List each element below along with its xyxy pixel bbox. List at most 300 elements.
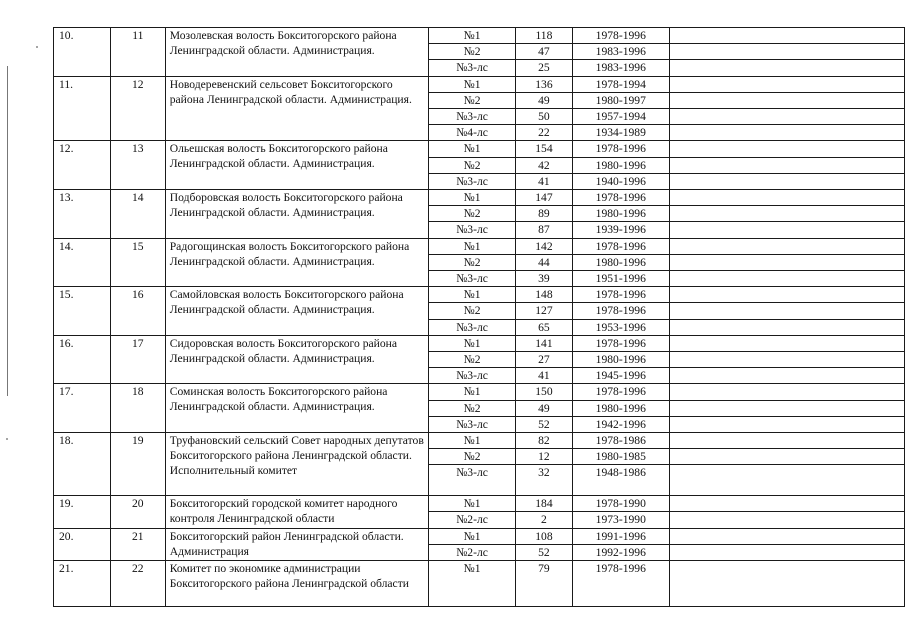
inventory-number-cell: [429, 465, 516, 496]
fund-name-cell-text: Бокситогорский район Ленинградской области. Администрация: [169, 529, 404, 558]
storage-units-cell: [515, 449, 572, 465]
date-range-cell-text: 1945-1996: [595, 369, 646, 383]
notes-cell: [669, 287, 904, 303]
notes-cell: [669, 190, 904, 206]
date-range-cell: [572, 157, 669, 173]
inventory-number-cell: [429, 44, 516, 60]
row-number-cell-text: 15.: [59, 288, 74, 302]
storage-units-cell-text: 108: [535, 529, 553, 543]
notes-cell: [669, 335, 904, 351]
date-range-cell-text: 1939-1996: [595, 223, 646, 237]
inventory-number-cell-text: №3-лс: [456, 223, 488, 237]
date-range-cell-text: 1980-1996: [595, 207, 646, 221]
date-range-cell: [572, 238, 669, 254]
row-number-cell: [54, 28, 111, 77]
inventory-number-cell-text: №4-лс: [456, 126, 488, 140]
notes-cell: [669, 400, 904, 416]
date-range-cell-text: 1978-1990: [595, 497, 646, 511]
storage-units-cell: [515, 303, 572, 319]
storage-units-cell-text: 150: [535, 385, 553, 399]
inventory-number-cell: [429, 60, 516, 76]
date-range-cell: [572, 368, 669, 384]
inventory-number-cell: [429, 433, 516, 449]
date-range-cell: [572, 254, 669, 270]
fund-name-cell-text: Мозолевская волость Бокситогорского района Ленинградской области. Администрация.: [169, 29, 397, 57]
notes-cell: [669, 512, 904, 528]
table-row: [54, 433, 905, 449]
notes-cell: [669, 109, 904, 125]
row-number-cell: [54, 433, 111, 496]
storage-units-cell-text: 52: [538, 417, 550, 431]
storage-units-cell-text: 39: [538, 272, 550, 286]
date-range-cell: [572, 303, 669, 319]
storage-units-cell-text: 49: [538, 401, 550, 415]
date-range-cell: [572, 433, 669, 449]
inventory-number-cell: [429, 544, 516, 560]
storage-units-cell: [515, 125, 572, 141]
date-range-cell-text: 1983-1996: [595, 61, 646, 75]
storage-units-cell: [515, 433, 572, 449]
storage-units-cell-text: 44: [538, 255, 550, 269]
date-range-cell: [572, 560, 669, 606]
date-range-cell: [572, 271, 669, 287]
storage-units-cell: [515, 60, 572, 76]
fund-number-cell-text: 15: [132, 239, 144, 253]
storage-units-cell-text: 49: [538, 93, 550, 107]
inventory-number-cell-text: №1: [463, 434, 481, 448]
date-range-cell-text: 1992-1996: [595, 545, 646, 559]
inventory-number-cell-text: №1: [463, 77, 481, 91]
date-range-cell-text: 1978-1996: [595, 142, 646, 156]
fund-name-cell: [165, 76, 428, 141]
inventory-number-cell: [429, 222, 516, 238]
inventory-number-cell-text: №2: [463, 207, 481, 221]
fund-name-cell-text: Бокситогорский городской комитет народного контроля Ленинградской области: [169, 497, 398, 526]
fund-number-cell: [110, 287, 165, 336]
inventory-number-cell-text: №2: [463, 304, 481, 318]
table-row: [54, 496, 905, 512]
date-range-cell: [572, 496, 669, 512]
inventory-number-cell: [429, 76, 516, 92]
fund-number-cell: [110, 560, 165, 606]
inventory-number-cell-text: №2: [463, 45, 481, 59]
row-number-cell: [54, 238, 111, 287]
date-range-cell-text: 1980-1996: [595, 353, 646, 367]
date-range-cell: [572, 449, 669, 465]
inventory-number-cell-text: №2: [463, 255, 481, 269]
inventory-number-cell: [429, 303, 516, 319]
storage-units-cell: [515, 28, 572, 44]
date-range-cell: [572, 319, 669, 335]
storage-units-cell: [515, 206, 572, 222]
table-row: [54, 76, 905, 92]
storage-units-cell-text: 147: [535, 191, 553, 205]
date-range-cell-text: 1942-1996: [595, 417, 646, 431]
notes-cell: [669, 222, 904, 238]
date-range-cell-text: 1978-1996: [595, 29, 646, 42]
inventory-number-cell-text: №2-лс: [456, 513, 488, 527]
notes-cell: [669, 254, 904, 270]
date-range-cell-text: 1953-1996: [595, 320, 646, 334]
inventory-number-cell-text: №2: [463, 401, 481, 415]
storage-units-cell: [515, 287, 572, 303]
notes-cell: [669, 125, 904, 141]
date-range-cell-text: 1978-1994: [595, 77, 646, 91]
row-number-cell-text: 11.: [59, 77, 74, 91]
notes-cell: [669, 433, 904, 449]
fund-name-cell-text: Подборовская волость Бокситогорского района Ленинградской области. Администрация.: [169, 191, 403, 220]
inventory-number-cell: [429, 528, 516, 544]
row-number-cell: [54, 335, 111, 384]
date-range-cell-text: 1978-1996: [595, 191, 646, 205]
date-range-cell: [572, 206, 669, 222]
margin-mark: [36, 46, 38, 48]
row-number-cell-text: 18.: [59, 434, 74, 448]
fund-number-cell: [110, 76, 165, 141]
date-range-cell-text: 1980-1985: [595, 450, 646, 464]
storage-units-cell-text: 136: [535, 77, 553, 91]
fund-registry-table: [53, 27, 905, 607]
date-range-cell: [572, 125, 669, 141]
fund-name-cell: [165, 496, 428, 528]
date-range-cell-text: 1991-1996: [595, 529, 646, 543]
date-range-cell: [572, 109, 669, 125]
notes-cell: [669, 544, 904, 560]
notes-cell: [669, 271, 904, 287]
storage-units-cell: [515, 76, 572, 92]
storage-units-cell: [515, 496, 572, 512]
date-range-cell: [572, 92, 669, 108]
inventory-number-cell: [429, 28, 516, 44]
inventory-number-cell-text: №3-лс: [456, 174, 488, 188]
fund-number-cell-text: 12: [132, 77, 144, 91]
storage-units-cell: [515, 560, 572, 606]
inventory-number-cell: [429, 206, 516, 222]
table-row: [54, 287, 905, 303]
table-row: [54, 28, 905, 44]
fund-name-cell-text: Труфановский сельский Совет народных депутатов Бокситогорского района Ленинградской области. Исполнительный комитет: [169, 434, 424, 478]
row-number-cell: [54, 76, 111, 141]
date-range-cell: [572, 44, 669, 60]
date-range-cell-text: 1973-1990: [595, 513, 646, 527]
inventory-number-cell: [429, 92, 516, 108]
date-range-cell: [572, 465, 669, 496]
notes-cell: [669, 44, 904, 60]
table-row: [54, 384, 905, 400]
storage-units-cell-text: 2: [541, 513, 547, 527]
date-range-cell: [572, 384, 669, 400]
table-row: [54, 190, 905, 206]
storage-units-cell-text: 27: [538, 353, 550, 367]
row-number-cell-text: 13.: [59, 191, 74, 205]
date-range-cell-text: 1978-1996: [595, 336, 646, 350]
row-number-cell: [54, 384, 111, 433]
inventory-number-cell-text: №1: [463, 288, 481, 302]
notes-cell: [669, 60, 904, 76]
row-number-cell-text: 20.: [59, 529, 74, 543]
row-number-cell: [54, 190, 111, 239]
storage-units-cell: [515, 222, 572, 238]
date-range-cell-text: 1957-1994: [595, 110, 646, 124]
inventory-number-cell: [429, 400, 516, 416]
inventory-number-cell-text: №1: [463, 239, 481, 253]
fund-name-cell: [165, 28, 428, 77]
fund-name-cell-text: Радогощинская волость Бокситогорского района Ленинградской области. Администрация.: [169, 239, 410, 268]
date-range-cell: [572, 528, 669, 544]
storage-units-cell: [515, 400, 572, 416]
notes-cell: [669, 368, 904, 384]
fund-name-cell: [165, 190, 428, 239]
date-range-cell: [572, 222, 669, 238]
notes-cell: [669, 416, 904, 432]
notes-cell: [669, 496, 904, 512]
fund-number-cell: [110, 28, 165, 77]
row-number-cell: [54, 528, 111, 560]
inventory-number-cell-text: №1: [463, 385, 481, 399]
notes-cell: [669, 76, 904, 92]
date-range-cell-text: 1934-1989: [595, 126, 646, 140]
inventory-number-cell-text: №2: [463, 93, 481, 107]
storage-units-cell-text: 65: [538, 320, 550, 334]
storage-units-cell: [515, 190, 572, 206]
inventory-number-cell-text: №3-лс: [456, 466, 488, 480]
notes-cell: [669, 465, 904, 496]
fund-number-cell-text: 19: [132, 434, 144, 448]
fund-number-cell-text: 21: [132, 529, 144, 543]
inventory-number-cell-text: №1: [463, 336, 481, 350]
fund-number-cell: [110, 141, 165, 190]
storage-units-cell: [515, 368, 572, 384]
notes-cell: [669, 384, 904, 400]
storage-units-cell: [515, 335, 572, 351]
inventory-number-cell: [429, 157, 516, 173]
inventory-number-cell-text: №1: [463, 142, 481, 156]
storage-units-cell: [515, 416, 572, 432]
row-number-cell: [54, 496, 111, 528]
notes-cell: [669, 352, 904, 368]
date-range-cell: [572, 352, 669, 368]
date-range-cell: [572, 190, 669, 206]
inventory-number-cell-text: №1: [463, 561, 481, 575]
row-number-cell-text: 12.: [59, 142, 74, 156]
storage-units-cell-text: 154: [535, 142, 553, 156]
inventory-number-cell: [429, 125, 516, 141]
row-number-cell-text: 16.: [59, 336, 74, 350]
notes-cell: [669, 157, 904, 173]
date-range-cell: [572, 400, 669, 416]
fund-name-cell: [165, 384, 428, 433]
date-range-cell: [572, 60, 669, 76]
storage-units-cell: [515, 384, 572, 400]
date-range-cell-text: 1978-1996: [595, 385, 646, 399]
inventory-number-cell-text: №3-лс: [456, 61, 488, 75]
margin-mark: [7, 66, 8, 396]
inventory-number-cell: [429, 449, 516, 465]
inventory-number-cell-text: №3-лс: [456, 110, 488, 124]
storage-units-cell-text: 141: [535, 336, 553, 350]
date-range-cell-text: 1980-1996: [595, 401, 646, 415]
storage-units-cell: [515, 141, 572, 157]
row-number-cell-text: 21.: [59, 561, 74, 575]
storage-units-cell: [515, 44, 572, 60]
fund-name-cell: [165, 433, 428, 496]
storage-units-cell-text: 148: [535, 288, 553, 302]
date-range-cell-text: 1978-1986: [595, 434, 646, 448]
notes-cell: [669, 238, 904, 254]
fund-number-cell: [110, 335, 165, 384]
storage-units-cell-text: 118: [535, 29, 553, 42]
inventory-number-cell: [429, 319, 516, 335]
inventory-number-cell-text: №2-лс: [456, 545, 488, 559]
fund-number-cell: [110, 384, 165, 433]
table-row: [54, 528, 905, 544]
storage-units-cell-text: 127: [535, 304, 553, 318]
notes-cell: [669, 206, 904, 222]
inventory-number-cell: [429, 271, 516, 287]
storage-units-cell-text: 142: [535, 239, 553, 253]
fund-number-cell-text: 11: [132, 29, 144, 42]
notes-cell: [669, 319, 904, 335]
inventory-number-cell: [429, 335, 516, 351]
inventory-number-cell: [429, 173, 516, 189]
fund-number-cell-text: 13: [132, 142, 144, 156]
storage-units-cell-text: 32: [538, 466, 550, 480]
storage-units-cell-text: 89: [538, 207, 550, 221]
fund-number-cell-text: 18: [132, 385, 144, 399]
row-number-cell-text: 14.: [59, 239, 74, 253]
inventory-number-cell-text: №3-лс: [456, 272, 488, 286]
fund-name-cell: [165, 560, 428, 606]
storage-units-cell: [515, 254, 572, 270]
inventory-number-cell-text: №2: [463, 158, 481, 172]
row-number-cell-text: 19.: [59, 497, 74, 511]
storage-units-cell-text: 25: [538, 61, 550, 75]
fund-number-cell-text: 16: [132, 288, 144, 302]
storage-units-cell-text: 184: [535, 497, 553, 511]
storage-units-cell-text: 52: [538, 545, 550, 559]
notes-cell: [669, 560, 904, 606]
margin-mark: [6, 438, 8, 440]
inventory-number-cell: [429, 109, 516, 125]
date-range-cell-text: 1978-1996: [595, 304, 646, 318]
notes-cell: [669, 303, 904, 319]
table-row: [54, 560, 905, 606]
date-range-cell: [572, 287, 669, 303]
storage-units-cell-text: 22: [538, 126, 550, 140]
storage-units-cell: [515, 92, 572, 108]
storage-units-cell-text: 82: [538, 434, 550, 448]
date-range-cell-text: 1980-1996: [595, 158, 646, 172]
storage-units-cell-text: 41: [538, 369, 550, 383]
inventory-number-cell-text: №3-лс: [456, 320, 488, 334]
fund-name-cell-text: Комитет по экономике администрации Бокситогорского района Ленинградской области: [169, 561, 409, 590]
storage-units-cell: [515, 465, 572, 496]
date-range-cell: [572, 28, 669, 44]
inventory-number-cell: [429, 368, 516, 384]
row-number-cell: [54, 141, 111, 190]
row-number-cell: [54, 560, 111, 606]
storage-units-cell: [515, 109, 572, 125]
inventory-number-cell: [429, 512, 516, 528]
fund-name-cell-text: Новодеревенский сельсовет Бокситогорского района Ленинградской области. Администрация.: [169, 77, 412, 106]
table-row: [54, 141, 905, 157]
fund-name-cell-text: Сидоровская волость Бокситогорского района Ленинградской области. Администрация.: [169, 336, 398, 365]
fund-number-cell-text: 14: [132, 191, 144, 205]
date-range-cell-text: 1980-1996: [595, 255, 646, 269]
date-range-cell-text: 1978-1996: [595, 288, 646, 302]
storage-units-cell-text: 50: [538, 110, 550, 124]
fund-name-cell: [165, 528, 428, 560]
notes-cell: [669, 173, 904, 189]
notes-cell: [669, 92, 904, 108]
fund-number-cell-text: 17: [132, 336, 144, 350]
inventory-number-cell-text: №3-лс: [456, 417, 488, 431]
date-range-cell-text: 1948-1986: [595, 466, 646, 480]
inventory-number-cell: [429, 238, 516, 254]
inventory-number-cell-text: №2: [463, 353, 481, 367]
fund-number-cell-text: 22: [132, 561, 144, 575]
storage-units-cell: [515, 512, 572, 528]
inventory-number-cell: [429, 352, 516, 368]
storage-units-cell: [515, 544, 572, 560]
notes-cell: [669, 28, 904, 44]
inventory-number-cell: [429, 384, 516, 400]
storage-units-cell: [515, 319, 572, 335]
storage-units-cell: [515, 238, 572, 254]
fund-name-cell: [165, 238, 428, 287]
inventory-number-cell-text: №3-лс: [456, 369, 488, 383]
fund-name-cell: [165, 335, 428, 384]
inventory-number-cell-text: №1: [463, 29, 481, 42]
date-range-cell-text: 1978-1996: [595, 561, 646, 575]
storage-units-cell-text: 87: [538, 223, 550, 237]
date-range-cell: [572, 544, 669, 560]
table-row: [54, 238, 905, 254]
fund-number-cell: [110, 238, 165, 287]
row-number-cell-text: 17.: [59, 385, 74, 399]
inventory-number-cell: [429, 141, 516, 157]
date-range-cell-text: 1940-1996: [595, 174, 646, 188]
row-number-cell: [54, 287, 111, 336]
storage-units-cell: [515, 352, 572, 368]
table-row: [54, 335, 905, 351]
inventory-number-cell: [429, 416, 516, 432]
fund-name-cell: [165, 141, 428, 190]
storage-units-cell: [515, 157, 572, 173]
fund-name-cell-text: Соминская волость Бокситогорского района Ленинградской области. Администрация.: [169, 385, 388, 414]
date-range-cell: [572, 173, 669, 189]
date-range-cell: [572, 76, 669, 92]
inventory-number-cell: [429, 287, 516, 303]
notes-cell: [669, 528, 904, 544]
inventory-number-cell-text: №1: [463, 529, 481, 543]
inventory-number-cell-text: №1: [463, 191, 481, 205]
inventory-number-cell: [429, 190, 516, 206]
inventory-number-cell: [429, 496, 516, 512]
fund-number-cell: [110, 528, 165, 560]
date-range-cell-text: 1978-1996: [595, 239, 646, 253]
fund-number-cell: [110, 433, 165, 496]
inventory-number-cell-text: №1: [463, 497, 481, 511]
notes-cell: [669, 141, 904, 157]
fund-number-cell-text: 20: [132, 497, 144, 511]
date-range-cell: [572, 416, 669, 432]
storage-units-cell-text: 47: [538, 45, 550, 59]
date-range-cell-text: 1983-1996: [595, 45, 646, 59]
date-range-cell-text: 1980-1997: [595, 93, 646, 107]
notes-cell: [669, 449, 904, 465]
date-range-cell: [572, 512, 669, 528]
